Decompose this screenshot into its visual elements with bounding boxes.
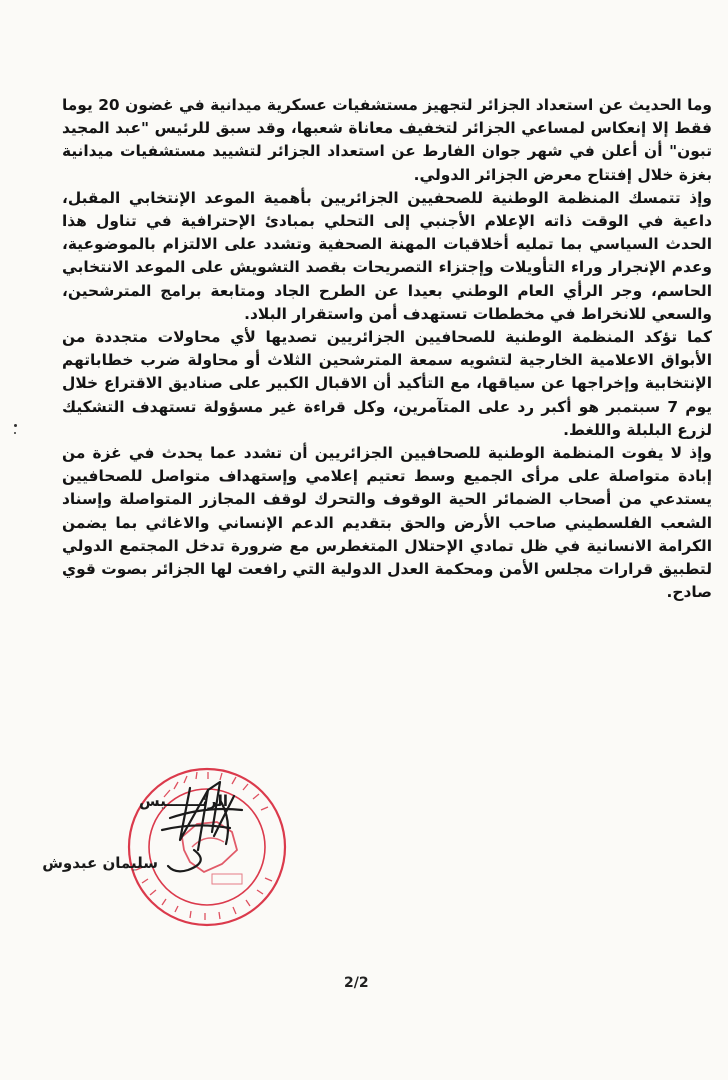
scan-speck xyxy=(14,424,17,427)
signature-title: الرئـــــــيس xyxy=(139,792,228,810)
scan-speck xyxy=(14,432,16,434)
page-number: 2/2 xyxy=(344,975,369,991)
letter-body xyxy=(62,94,712,604)
paragraph-candidates-defense: كما تؤكد المنظمة الوطنية للصحافيين الجزائريين تصديها لأي محاولات متجددة من الأبواق الاعلامية الخارجية لتشويه سمعة المترشحين الثلاث أو محاولة ضرب خطاباتهم الإنتخابية وإخراجها عن سياقها، مع التأكيد أن الاقبال الكبير على صناديق الاقتراع خلال يوم 7 سبتمبر هو أكبر رد على المتآمرين، وكل قراءة غير مسؤولة تستهدف التشكيك لزرع البلبلة واللغط. xyxy=(62,328,712,439)
handwritten-signature-icon xyxy=(150,770,270,880)
paragraph-elections-foreign-media: وإذ تتمسك المنظمة الوطنية للصحفيين الجزائريين بأهمية الموعد الإنتخابي المقبل، داعية في الوقت ذاته الإعلام الأجنبي إلى التحلي بمبادئ الإحترافية في تناول هذا الحدث السياسي بما تمليه أخلاقيات المهنة الصحفية وتشدد على الالتزام بالموضوعية، وعدم الإنجرار وراء التأويلات وإجتزاء التصريحات بقصد التشويش على الموعد الانتخابي الحاسم، وجر الرأي العام الوطني بعيدا عن الطرح الجاد ومتابعة برامج المترشحين، والسعي للانخراط في مخططات تستهدف أمن واستقرار البلاد. xyxy=(62,188,712,323)
paragraph-field-hospitals: وما الحديث عن استعداد الجزائر لتجهيز مستشفيات عسكرية ميدانية في غضون 20 يوما فقط إلا إنعكاس لمساعي الجزائر لتخفيف معاناة شعبها، وقد سبق للرئيس "عبد المجيد تبون" أن أعلن في شهر جوان الفارط عن استعداد الجزائر لتشييد مستشفيات ميدانية بغزة خلال إفتتاح معرض الجزائر الدولي. xyxy=(62,96,712,184)
paragraph-gaza-journalists: وإذ لا يفوت المنظمة الوطنية للصحافيين الجزائريين أن تشدد عما يحدث في غزة من إبادة متواصلة على مرأى الجميع وسط تعتيم إعلامي وإستهداف متواصل للصحافيين يستدعي من أصحاب الضمائر الحية الوقوف والتحرك لوقف المجازر المتواصلة وإسناد الشعب الفلسطيني صاحب الأرض والحق بتقديم الدعم الإنساني والاغاثي بما يضمن الكرامة الانسانية في ظل تمادي الإحتلال المتغطرس مع ضرورة تدخل المجتمع الدولي لتطبيق قرارات مجلس الأمن ومحكمة العدل الدولية التي رافعت لها الجزائر بصوت قوي صادح. xyxy=(62,444,712,602)
signatory-name: سليمان عبدوش xyxy=(42,854,158,872)
